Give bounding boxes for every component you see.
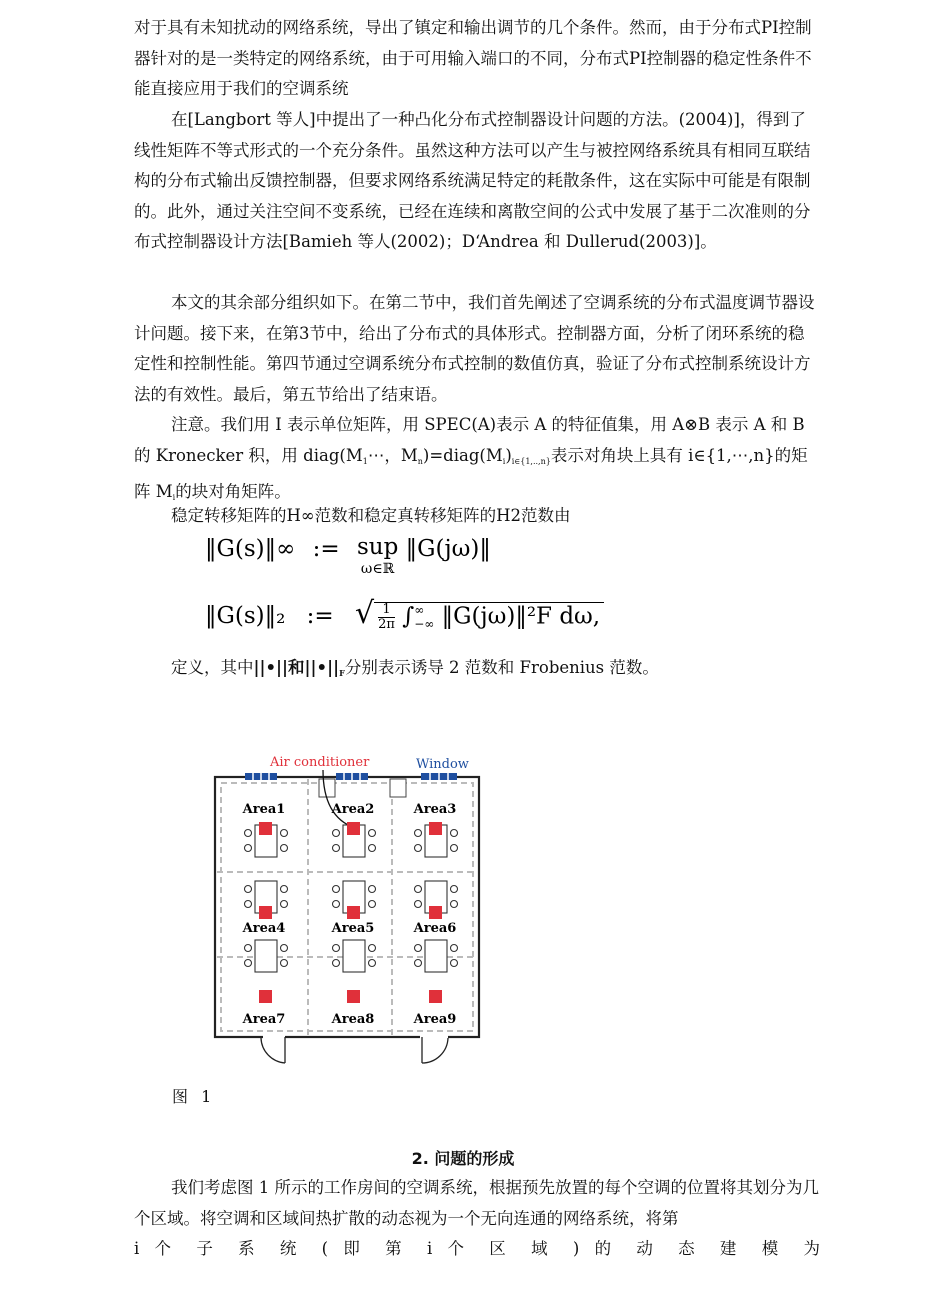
definition-sub-f: F xyxy=(339,668,345,678)
label-area6: Area6 xyxy=(413,921,457,936)
ac-area7 xyxy=(259,990,272,1003)
vent-left xyxy=(319,779,335,797)
paragraph-notation xyxy=(134,410,820,514)
label-area4: Area4 xyxy=(242,921,286,936)
label-air-conditioner: Air conditioner xyxy=(270,755,370,770)
notation-sub-i: i xyxy=(502,456,506,466)
notation-text-a: 注意。我们用 I 表示单位矩阵，用 SPEC(A)表示 A 的特征值集，用 A⊗B 表示 A 和 B 的 Kronecker 积，用 diag(M xyxy=(134,415,805,465)
paragraph-norm-intro: 稳定转移矩阵的H∞范数和稳定真转移矩阵的H2范数由 xyxy=(171,506,571,525)
equation-h2-norm xyxy=(205,596,604,632)
paragraph-norm-definition xyxy=(171,654,659,678)
eq2-frac-den: 2π xyxy=(378,616,395,632)
eq1-op: := xyxy=(312,536,340,562)
doors xyxy=(261,1037,448,1063)
desk-area9 xyxy=(425,940,447,972)
eq2-op: := xyxy=(306,603,334,629)
label-area7: Area7 xyxy=(242,1012,286,1027)
eq2-integral: ∫ xyxy=(402,603,415,629)
desk-area8 xyxy=(343,940,365,972)
notation-sub-mi: i xyxy=(172,493,176,502)
eq1-under: ω∈ℝ xyxy=(360,561,395,577)
eq2-int-top: ∞ xyxy=(414,603,425,617)
paragraph-langbort: 在[Langbort 等人]中提出了一种凸化分布式控制器设计问题的方法。(2004)]，得到了线性矩阵不等式形式的一个充分条件。虽然这种方法可以产生与被控网络系统具有相同互联结构的分布式输出反馈控制器，但要求网络系统满足特定的耗散条件，这在实际中可能是有限制的。此外，通过关注空间不变系统，已经在连续和离散空间的公式中发展了基于二次准则的分布式控制器设计方法[Bamieh 等人(2002)；D‘Andrea 和 Dullerud(2003)]。 xyxy=(134,110,811,251)
ac-area4 xyxy=(259,906,272,919)
label-area1: Area1 xyxy=(242,802,286,817)
eq2-int-bot: −∞ xyxy=(414,617,435,631)
notation-text-d: ) xyxy=(505,445,512,465)
eq1-rhs: ‖G(jω)‖ xyxy=(405,536,491,562)
paragraph-intro-end: 对于具有未知扰动的网络系统，导出了镇定和输出调节的几个条件。然而，由于分布式PI控制器针对的是一类特定的网络系统，由于可用输入端口的不同，分布式PI控制器的稳定性条件不能直接应用于我们的空调系统 xyxy=(134,18,812,98)
desk-area7 xyxy=(255,940,277,972)
definition-text-c: 分别表示诱导 2 范数和 Frobenius 范数。 xyxy=(344,658,659,677)
ac-area9 xyxy=(429,990,442,1003)
figure-room-layout xyxy=(205,745,495,1070)
definition-text-a: 定义，其中 xyxy=(171,658,254,677)
label-area9: Area9 xyxy=(413,1012,457,1027)
eq2-lhs: ‖G(s)‖₂ xyxy=(205,603,286,629)
notation-text-b: ⋯，M xyxy=(367,445,418,465)
vent-right xyxy=(390,779,406,797)
label-area2: Area2 xyxy=(331,802,375,817)
notation-sub-n: n xyxy=(417,456,423,466)
ac-area2 xyxy=(347,822,360,835)
ac-area8 xyxy=(347,990,360,1003)
desks xyxy=(245,825,458,972)
sqrt-icon: √ xyxy=(355,596,375,631)
eq2-frac-num: 1 xyxy=(378,603,395,618)
label-area3: Area3 xyxy=(413,802,457,817)
eq2-body: ‖G(jω)‖²F dω, xyxy=(441,603,601,629)
paragraph-problem-last-line: i 个 子 系 统 ( 即 第 i 个 区 域 ) 的 动 态 建 模 为 xyxy=(134,1239,820,1258)
notation-text-f: 的块对角矩阵。 xyxy=(175,482,291,501)
notation-sub-index-set: i∈{1,..,n} xyxy=(511,456,551,466)
definition-norm-symbols: ||•||和||•|| xyxy=(253,658,340,677)
notation-text-c: )=diag(M xyxy=(422,445,503,465)
paragraph-organization: 本文的其余部分组织如下。在第二节中，我们首先阐述了空调系统的分布式温度调节器设计问题。接下来，在第3节中，给出了分布式的具体形式。控制器方面，分析了闭环系统的稳定性和控制性能。第四节通过空调系统分布式控制的数值仿真，验证了分布式控制系统设计方法的有效性。最后，第五节给出了结束语。 xyxy=(134,293,815,404)
window-bars xyxy=(245,773,457,780)
paragraph-problem-formulation: 我们考虑图 1 所示的工作房间的空调系统，根据预先放置的每个空调的位置将其划分为几个区域。将空调和区域间热扩散的动态视为一个无向连通的网络系统，将第 xyxy=(134,1178,819,1228)
eq1-lhs: ‖G(s)‖∞ xyxy=(205,536,296,562)
ac-area1 xyxy=(259,822,272,835)
notation-text-e: 表示对角块上具有 i∈{1,⋯,n}的矩阵 M xyxy=(134,445,808,501)
label-area5: Area5 xyxy=(331,921,375,936)
figure-caption: 图 1 xyxy=(172,1087,216,1106)
ac-area5 xyxy=(347,906,360,919)
label-window: Window xyxy=(416,757,469,772)
eq1-sup: sup xyxy=(356,534,399,560)
notation-sub-1: 1 xyxy=(362,456,368,466)
ac-area3 xyxy=(429,822,442,835)
section-heading: 2. 问题的形成 xyxy=(411,1149,515,1168)
equation-hinf-norm xyxy=(205,536,491,580)
ac-area6 xyxy=(429,906,442,919)
label-area8: Area8 xyxy=(331,1012,375,1027)
